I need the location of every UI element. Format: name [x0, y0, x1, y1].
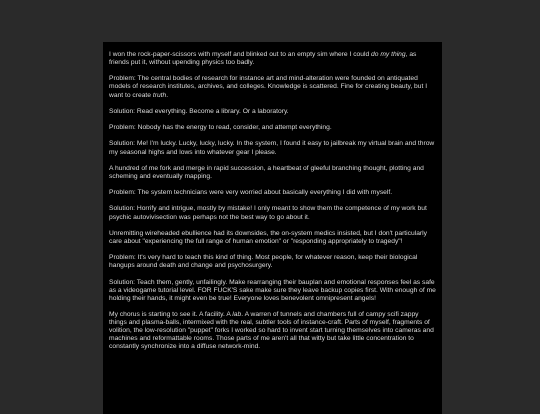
- paragraph: [109, 279, 436, 303]
- paragraph: [109, 165, 436, 181]
- text-run: Unremitting wireheaded ebullience had its downsides, the on-system medics insisted, but I don't particularly care about "experiencing the full range of human emotion" or "responding appropriately to tragedy"!: [109, 229, 427, 245]
- paragraph: [109, 75, 436, 99]
- text-run: A hundred of me fork and merge in rapid succession, a heartbeat of gleeful branching thought, plotting and scheming and eventually mapping.: [109, 164, 424, 180]
- text-run: Problem: The system technicians were very worried about basically everything I did with myself.: [109, 189, 393, 197]
- paragraph: [109, 140, 436, 156]
- emphasis-text: do my thing: [371, 51, 406, 58]
- text-run: Problem: The central bodies of research for instance art and mind-alteration were founded on antiquated models of research institutes, archives, and colleges. Knowledge is scattered. Fine for creating beauty, but I want to create: [109, 75, 428, 99]
- paragraph: [109, 311, 436, 351]
- paragraph: [109, 205, 436, 221]
- emphasis-text: truth: [152, 91, 167, 99]
- paragraph: [109, 230, 436, 246]
- emphasis-text: lab: [232, 311, 242, 319]
- text-run: Solution: Read everything. Become a library. Or a laboratory.: [109, 107, 289, 115]
- text-run: My chorus is starting to see it. A facility. A: [109, 311, 233, 319]
- text-run: Solution: Me! I'm lucky. Lucky, lucky, lucky. In the system, I found it easy to jailbreak my virtual brain and throw my seasonal highs and lows into whatever gear I please.: [109, 140, 435, 156]
- text-run: Problem: Nobody has the energy to read, consider, and attempt everything.: [109, 124, 332, 132]
- paragraph: [109, 108, 436, 116]
- text-run: I won the rock-paper-scissors with myself and blinked out to an empty sim where I could: [109, 51, 372, 58]
- paragraph: [109, 124, 436, 132]
- paragraph: [109, 189, 436, 197]
- text-run: Solution: Teach them, gently, unfailingly. Make rearranging their bauplan and emotional responses feel as safe as a videogame tutorial level. FOR FUCK'S sake make sure they leave backup copies first. With enough of me holding their hands, it might even be true! Everyone loves benevolent omnipresent angels!: [109, 278, 436, 302]
- text-run: Problem: It's very hard to teach this kind of thing. Most people, for whatever reason, keep their biological hangups around death and change and psychosurgery.: [109, 254, 418, 270]
- paragraph: [109, 254, 436, 270]
- text-run: , as friends put it, without upending physics too badly.: [109, 51, 417, 67]
- document-page: [103, 42, 442, 414]
- paragraph: [109, 51, 436, 67]
- text-run: . A warren of tunnels and chambers full of campy scifi zappy things and plasma-balls, intermixed with the real, subtler tools of instance-craft. Parts of myself, fragments of volition, the low-resolution "puppet" forks I worked so hard to invent start turning themselves into cameras and machines and reformattable rooms. Those parts of me aren't all that witty but take little concentration to constantly synchronize into a diffuse network-mind.: [109, 311, 434, 351]
- text-run: .: [166, 91, 169, 99]
- text-run: Solution: Horrify and intrigue, mostly by mistake! I only meant to show them the competence of my work but psychic autovivisection was perhaps not the best way to go about it.: [109, 205, 427, 221]
